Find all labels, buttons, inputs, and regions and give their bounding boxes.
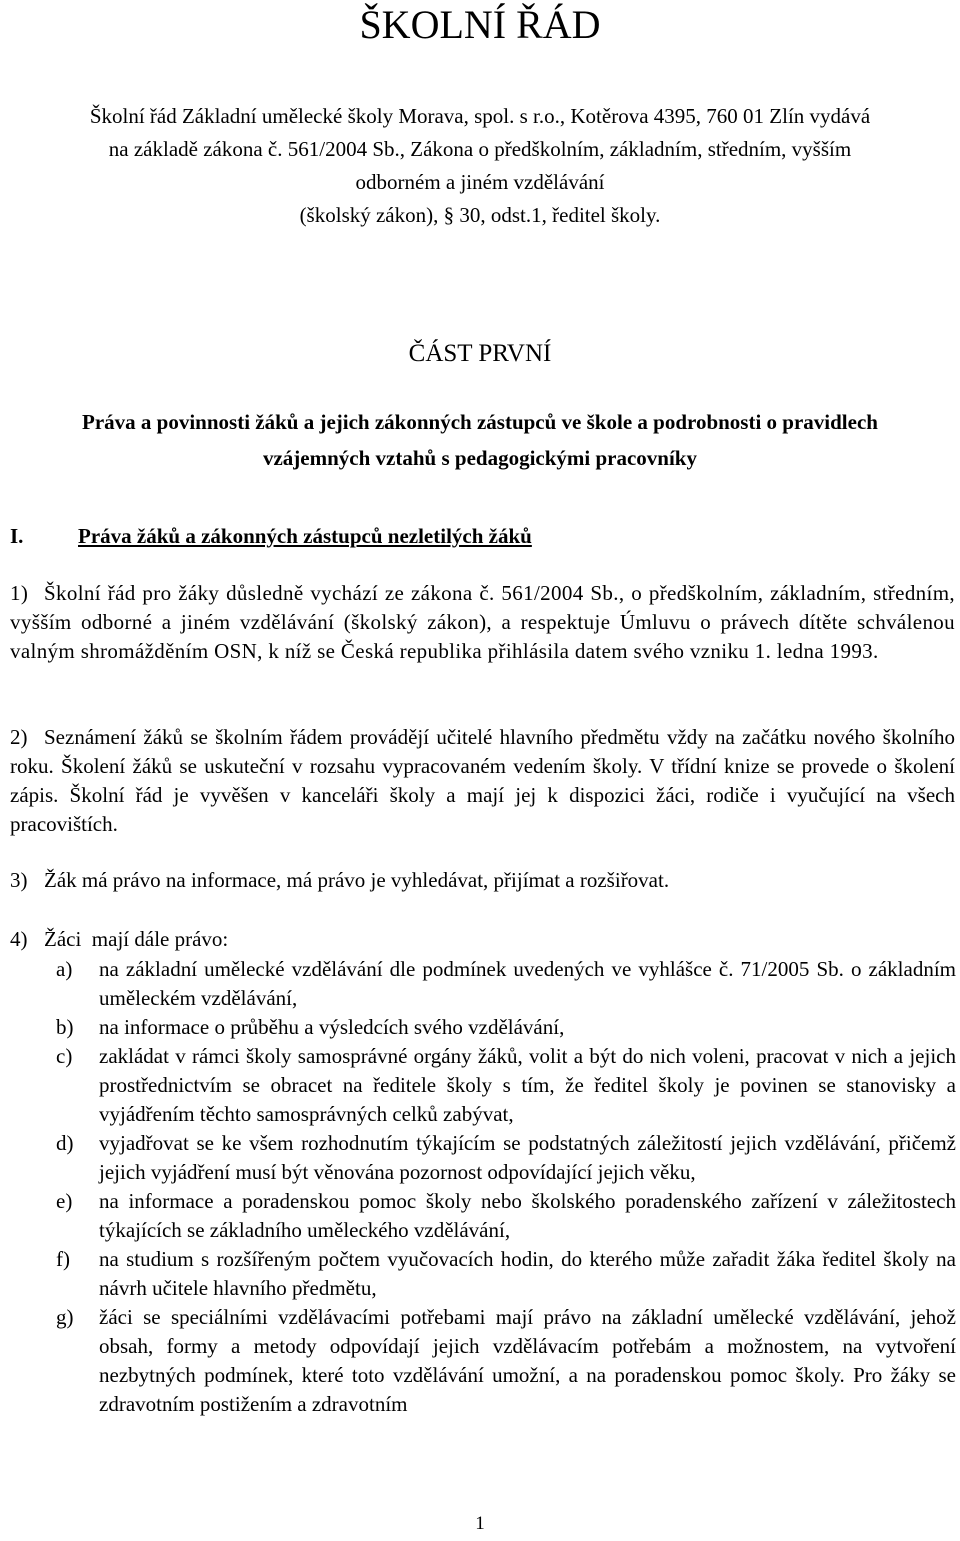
intro-block	[10, 100, 950, 232]
list-item	[56, 1013, 956, 1042]
intro-line: Školní řád Základní umělecké školy Morava, spol. s r.o., Kotěrova 4395, 760 01 Zlín vydává	[89, 104, 871, 128]
intro-line: odborném a jiném vzdělávání	[355, 170, 605, 194]
intro-line: (školský zákon), § 30, odst.1, ředitel školy.	[299, 203, 661, 227]
section-title: Práva žáků a zákonných zástupců nezletilých žáků	[78, 524, 532, 548]
paragraph-text: Žák má právo na informace, má právo je vyhledávat, přijímat a rozšiřovat.	[44, 868, 670, 892]
list-item	[56, 955, 956, 1013]
paragraph-number: 3)	[10, 868, 28, 892]
paragraph-3	[10, 866, 955, 895]
paragraph-2	[10, 723, 955, 839]
paragraph-1	[10, 579, 955, 666]
rights-list	[56, 955, 956, 1419]
page-number: 1	[475, 1513, 485, 1534]
list-item-text: na studium s rozšířeným počtem vyučovacích hodin, do kterého může zařadit žáka ředitel školy na návrh učitele hlavního předmětu,	[99, 1247, 956, 1300]
list-item-text: žáci se speciálními vzdělávacími potřebami mají právo na základní umělecké vzdělávání, jehož obsah, formy a metody odpovídají jejich vzdělávacím potřebám a možnostem, na vytvoření nezbytných podmínek, které toto vzdělávání umožní, a na poradenskou pomoc školy. Pro žáky se zdravotním postižením a zdravotním	[99, 1305, 956, 1416]
list-item-text: zakládat v rámci školy samosprávné orgány žáků, volit a být do nich voleni, pracovat v nich a jejich prostřednictvím se obracet na ředitele školy s tím, že ředitel školy je povinen se stanovisky a vyjádřením těchto samosprávných celků zabývat,	[99, 1044, 956, 1126]
intro-line: na základě zákona č. 561/2004 Sb., Zákona o předškolním, základním, středním, vyšším	[108, 137, 852, 161]
list-item	[56, 1187, 956, 1245]
paragraph-4	[10, 925, 955, 954]
list-item-label: c)	[56, 1044, 73, 1068]
list-item-label: e)	[56, 1189, 73, 1213]
list-item	[56, 1303, 956, 1419]
list-item-label: a)	[56, 957, 73, 981]
paragraph-text: Seznámení žáků se školním řádem provádějí učitelé hlavního předmětu vždy na začátku nového školního roku. Školení žáků se uskuteční v rozsahu vypracovaném vedením školy. V třídní knize se provede o školení zápis. Školní řád je vyvěšen v kanceláři školy a mají jej k dispozici žáci, rodiče i vyučující na všech pracovištích.	[10, 725, 955, 836]
paragraph-number: 1)	[10, 581, 29, 605]
list-item-label: g)	[56, 1305, 74, 1329]
paragraph-text: Školní řád pro žáky důsledně vychází ze zákona č. 561/2004 Sb., o předškolním, základním, středním, vyšším odborné a jiném vzdělávání (školský zákon), a respektuje Úmluvu o právech dítěte schválenou valným shromážděním OSN, k níž se Česká republika přihlásila datem svého vzniku 1. ledna 1993.	[10, 581, 955, 663]
part-title: ČÁST PRVNÍ	[408, 340, 552, 367]
list-item-label: b)	[56, 1015, 74, 1039]
list-item	[56, 1245, 956, 1303]
document-title: ŠKOLNÍ ŘÁD	[359, 2, 601, 47]
list-item-text: na informace o průběhu a výsledcích svého vzdělávání,	[99, 1015, 565, 1039]
section-heading	[10, 521, 532, 551]
paragraph-number: 2)	[10, 725, 28, 749]
paragraph-text: Žáci mají dále právo:	[44, 927, 229, 951]
list-item-text: vyjadřovat se ke všem rozhodnutím týkajícím se podstatných záležitostí jejich vzdělávání, přičemž jejich vyjádření musí být věnována pozornost odpovídající jejich věku,	[99, 1131, 956, 1184]
paragraph-number: 4)	[10, 927, 28, 951]
list-item-label: f)	[56, 1247, 70, 1271]
list-item	[56, 1129, 956, 1187]
list-item-text: na informace a poradenskou pomoc školy nebo školského poradenského zařízení v záležitostech týkajících se základního uměleckého vzdělávání,	[99, 1189, 956, 1242]
section-number: I.	[10, 524, 24, 548]
list-item	[56, 1042, 956, 1129]
list-item-text: na základní umělecké vzdělávání dle podmínek uvedených ve vyhlášce č. 71/2005 Sb. o základním uměleckém vzdělávání,	[99, 957, 956, 1010]
part-subtitle: Práva a povinnosti žáků a jejich zákonných zástupců ve škole a podrobnosti o pravidlech vzájemných vztahů s pedagogickými pracovníky	[82, 410, 878, 470]
list-item-label: d)	[56, 1131, 74, 1155]
